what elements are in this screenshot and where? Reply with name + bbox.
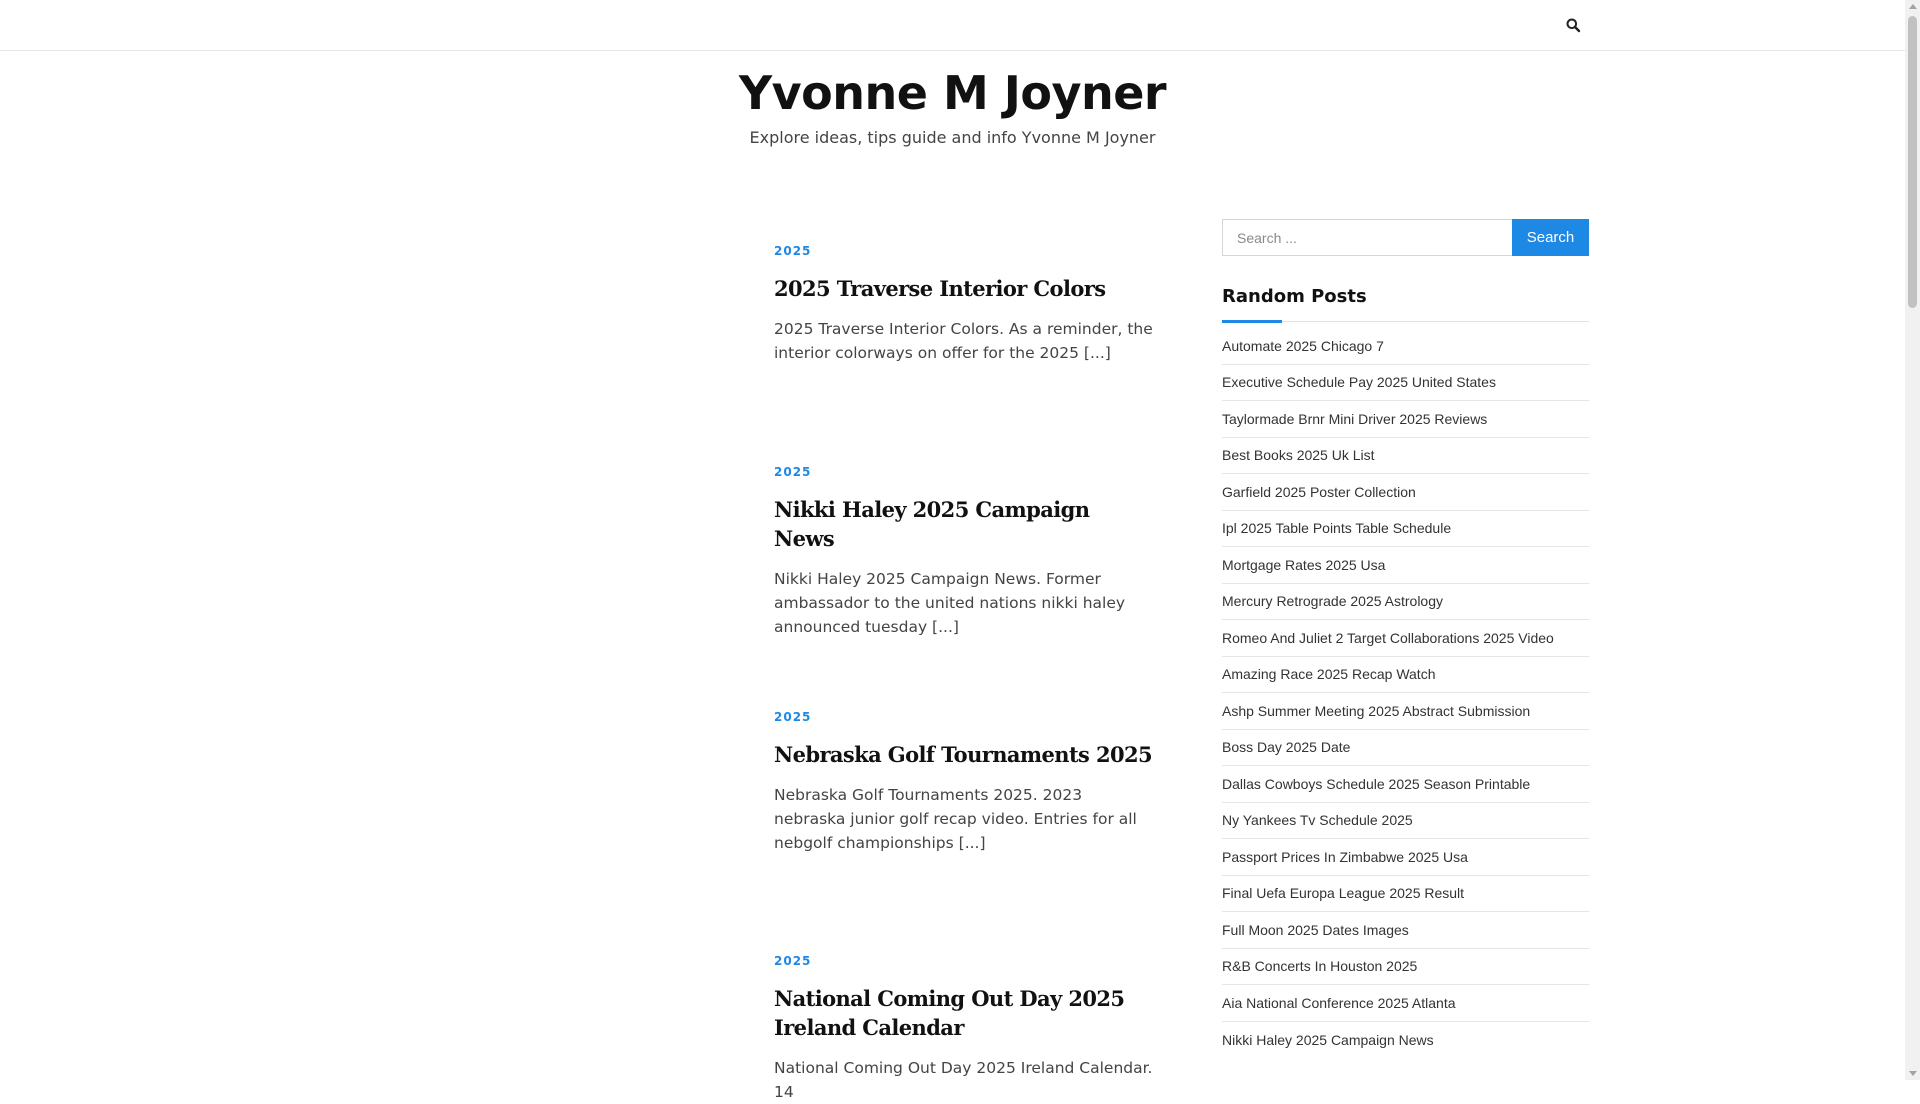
random-post-link[interactable]: Romeo And Juliet 2 Target Collaborations 2025 Video: [1222, 629, 1554, 646]
post-category-link[interactable]: 2025: [774, 954, 812, 968]
random-post-link[interactable]: Boss Day 2025 Date: [1222, 739, 1351, 756]
list-item: [1222, 438, 1589, 475]
random-post-link[interactable]: Aia National Conference 2025 Atlanta: [1222, 994, 1456, 1011]
list-item: [1222, 839, 1589, 876]
list-item: [1222, 547, 1589, 584]
post-category-link[interactable]: 2025: [774, 465, 812, 479]
post-card: [774, 952, 1154, 1104]
random-post-link[interactable]: Mercury Retrograde 2025 Astrology: [1222, 593, 1443, 610]
post-excerpt: Nebraska Golf Tournaments 2025. 2023 nebraska junior golf recap video. Entries for all nebgolf championships [...]: [774, 786, 1137, 852]
title-accent-underline: [1222, 320, 1282, 323]
random-post-link[interactable]: Ashp Summer Meeting 2025 Abstract Submission: [1222, 702, 1531, 719]
random-post-link[interactable]: Amazing Race 2025 Recap Watch: [1222, 666, 1436, 683]
top-navigation-bar: [0, 0, 1905, 51]
list-item: [1222, 803, 1589, 840]
post-excerpt: National Coming Out Day 2025 Ireland Calendar. 14: [774, 1059, 1153, 1101]
list-item: [1222, 693, 1589, 730]
random-post-link[interactable]: Dallas Cowboys Schedule 2025 Season Printable: [1222, 775, 1531, 792]
post-card: [774, 463, 1154, 639]
post-title-link[interactable]: National Coming Out Day 2025 Ireland Calendar: [774, 986, 1125, 1040]
list-item: [1222, 730, 1589, 767]
random-post-link[interactable]: Nikki Haley 2025 Campaign News: [1222, 1031, 1434, 1048]
site-title[interactable]: Yvonne M Joyner: [738, 66, 1167, 120]
random-posts-title-text: Random Posts: [1222, 286, 1367, 307]
post-title-link[interactable]: Nikki Haley 2025 Campaign News: [774, 497, 1090, 551]
post-card: [774, 708, 1154, 855]
post-excerpt: Nikki Haley 2025 Campaign News. Former ambassador to the united nations nikki haley announced tuesday [...]: [774, 570, 1126, 636]
scrollbar-thumb[interactable]: [1908, 16, 1917, 308]
list-item: [1222, 766, 1589, 803]
list-item: [1222, 620, 1589, 657]
list-item: [1222, 985, 1589, 1022]
list-item: [1222, 474, 1589, 511]
random-post-link[interactable]: Final Uefa Europa League 2025 Result: [1222, 885, 1465, 902]
site-description: Explore ideas, tips guide and info Yvonne M Joyner: [749, 128, 1156, 147]
page-scrollbar[interactable]: [1905, 0, 1920, 1080]
search-button[interactable]: Search: [1512, 219, 1589, 256]
post-title-link[interactable]: Nebraska Golf Tournaments 2025: [774, 742, 1153, 767]
post-category-link[interactable]: 2025: [774, 244, 812, 258]
list-item: [1222, 912, 1589, 949]
random-post-link[interactable]: Automate 2025 Chicago 7: [1222, 337, 1384, 354]
random-post-link[interactable]: R&B Concerts In Houston 2025: [1222, 958, 1418, 975]
list-item: [1222, 1022, 1589, 1059]
random-post-link[interactable]: Best Books 2025 Uk List: [1222, 447, 1375, 464]
search-input[interactable]: [1222, 219, 1512, 256]
site-branding: [0, 66, 1905, 147]
random-post-link[interactable]: Ipl 2025 Table Points Table Schedule: [1222, 520, 1452, 537]
search-toggle-button[interactable]: [1561, 13, 1585, 37]
random-posts-widget-title: [1222, 286, 1589, 322]
random-post-link[interactable]: Taylormade Brnr Mini Driver 2025 Reviews: [1222, 410, 1488, 427]
post-category-link[interactable]: 2025: [774, 710, 812, 724]
random-post-link[interactable]: Full Moon 2025 Dates Images: [1222, 921, 1409, 938]
random-post-link[interactable]: Mortgage Rates 2025 Usa: [1222, 556, 1386, 573]
sidebar: [1222, 219, 1589, 1058]
post-title-link[interactable]: 2025 Traverse Interior Colors: [774, 276, 1106, 301]
list-item: [1222, 511, 1589, 548]
random-post-link[interactable]: Executive Schedule Pay 2025 United States: [1222, 374, 1496, 391]
sidebar-search-form: [1222, 219, 1589, 256]
list-item: [1222, 401, 1589, 438]
list-item: [1222, 657, 1589, 694]
random-post-link[interactable]: Ny Yankees Tv Schedule 2025: [1222, 812, 1413, 829]
scroll-down-arrow-icon[interactable]: [1909, 1071, 1917, 1076]
list-item: [1222, 876, 1589, 913]
post-card: [774, 242, 1154, 365]
scroll-up-arrow-icon[interactable]: [1909, 4, 1917, 9]
post-excerpt: 2025 Traverse Interior Colors. As a reminder, the interior colorways on offer for the 2025 [...]: [774, 320, 1153, 362]
random-post-link[interactable]: Passport Prices In Zimbabwe 2025 Usa: [1222, 848, 1468, 865]
list-item: [1222, 365, 1589, 402]
search-icon: [1566, 18, 1580, 32]
random-post-link[interactable]: Garfield 2025 Poster Collection: [1222, 483, 1416, 500]
list-item: [1222, 584, 1589, 621]
list-item: [1222, 949, 1589, 986]
random-posts-list: [1222, 328, 1589, 1058]
list-item: [1222, 328, 1589, 365]
